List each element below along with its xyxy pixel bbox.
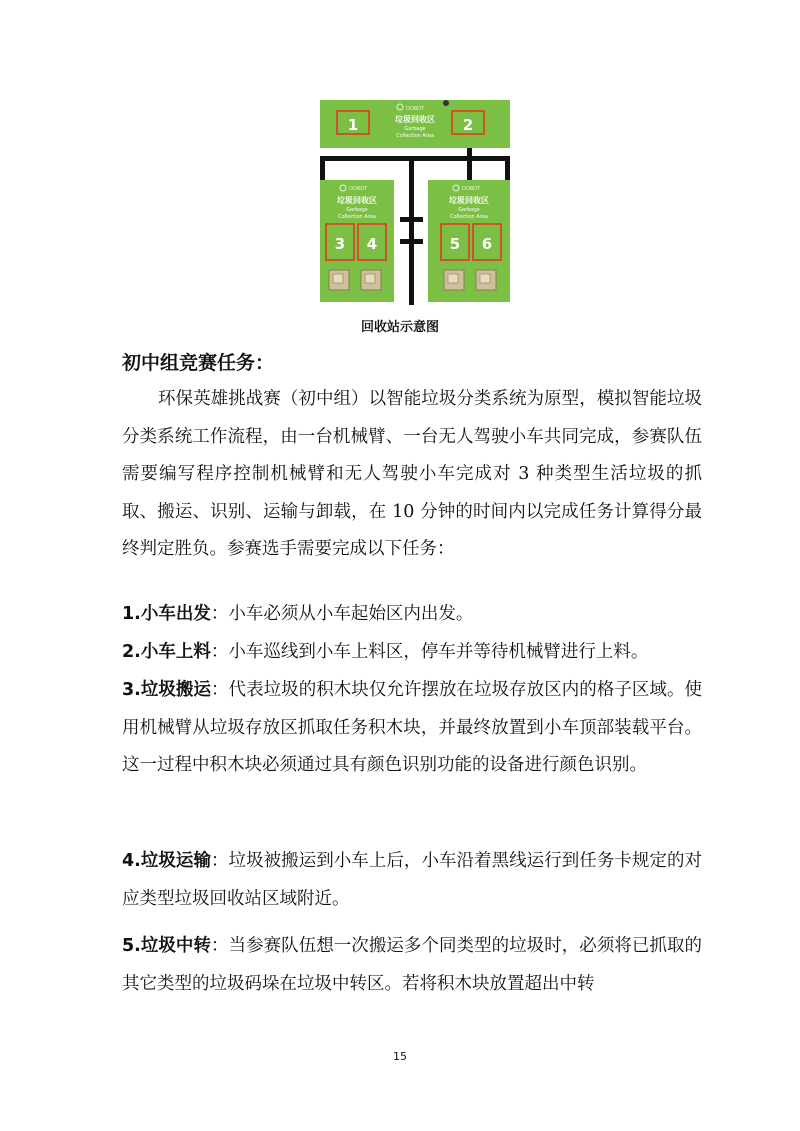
collection-area-diagram xyxy=(320,100,510,305)
area-subtitle: Collection Area xyxy=(338,214,376,220)
task-label: 2.小车上料 xyxy=(122,642,211,662)
task-text: ：小车巡线到小车上料区，停车并等待机械臂进行上料。 xyxy=(210,642,649,662)
area-title: 垃圾回收区 xyxy=(395,115,435,124)
slot-number: 1 xyxy=(347,116,359,134)
area-subtitle: Garbage xyxy=(458,207,480,213)
task-text: ：代表垃圾的积木块仅允许摆放在垃圾存放区内的格子区域。使用机械臂从垃圾存放区抓取任务积木块，并最终放置到小车顶部装载平台。这一过程中积木块必须通过具有颜色识别功能的设备进行颜色识别。 xyxy=(122,680,703,775)
garbage-collection-figure xyxy=(320,100,510,305)
task-label: 1.小车出发 xyxy=(122,604,211,624)
track-line-upper-right xyxy=(467,148,472,180)
area-title: 垃圾回收区 xyxy=(337,196,377,205)
task-label: 4.垃圾运输 xyxy=(122,851,212,871)
task-item xyxy=(122,672,702,785)
corner-dot xyxy=(443,100,449,106)
area-subtitle: Garbage xyxy=(346,207,368,213)
track-line-lower-branch xyxy=(400,239,423,244)
slot-number: 4 xyxy=(366,235,378,253)
area-title: 垃圾回收区 xyxy=(449,196,489,205)
cargo-block-top xyxy=(448,274,458,283)
slot-number: 3 xyxy=(334,235,346,253)
track-line-right xyxy=(505,156,510,180)
task-label: 3.垃圾搬运 xyxy=(122,680,212,700)
area-subtitle: Collection Area xyxy=(450,214,488,220)
task-text: ：当参赛队伍想一次搬运多个同类型的垃圾时，必须将已抓取的其它类型的垃圾码垛在垃圾中转区。若将积木块放置超出中转 xyxy=(122,936,703,994)
page-number: 15 xyxy=(393,1050,407,1063)
cargo-block-top xyxy=(480,274,490,283)
section-heading: 初中组竞赛任务： xyxy=(122,352,275,374)
slot-number: 2 xyxy=(462,116,474,134)
slot-number: 6 xyxy=(481,235,493,253)
track-line-left xyxy=(320,156,325,180)
area-subtitle: Garbage xyxy=(404,126,426,132)
task-label: 5.垃圾中转 xyxy=(122,936,212,956)
task-item xyxy=(122,928,702,1003)
track-line-center xyxy=(409,156,414,305)
intro-paragraph: 环保英雄挑战赛（初中组）以智能垃圾分类系统为原型，模拟智能垃圾分类系统工作流程，由一台机械臂、一台无人驾驶小车共同完成，参赛队伍需要编写程序控制机械臂和无人驾驶小车完成对 3 种类型生活垃圾的抓取、搬运、识别、运输与卸载，在 10 分钟的时间内以完成任务计算得分最终判定胜负。参赛选手需要完成以下任务： xyxy=(122,389,702,559)
figure-caption: 回收站示意图 xyxy=(360,320,439,335)
area-subtitle: Collection Area xyxy=(396,133,434,139)
cargo-block-top xyxy=(333,274,343,283)
track-line-horizontal xyxy=(320,156,510,161)
cargo-block-top xyxy=(365,274,375,283)
area-logo: DOBOT xyxy=(406,106,425,112)
task-text: ：小车必须从小车起始区内出发。 xyxy=(210,604,474,624)
area-logo: DOBOT xyxy=(349,186,368,192)
task-text: ：垃圾被搬运到小车上后，小车沿着黑线运行到任务卡规定的对应类型垃圾回收站区域附近。 xyxy=(122,851,703,909)
slot-number: 5 xyxy=(449,235,461,253)
area-logo: DOBOT xyxy=(462,186,481,192)
task-item xyxy=(122,843,702,918)
task-item xyxy=(122,596,702,634)
track-line-mid-branch xyxy=(400,217,423,222)
task-item xyxy=(122,634,702,672)
